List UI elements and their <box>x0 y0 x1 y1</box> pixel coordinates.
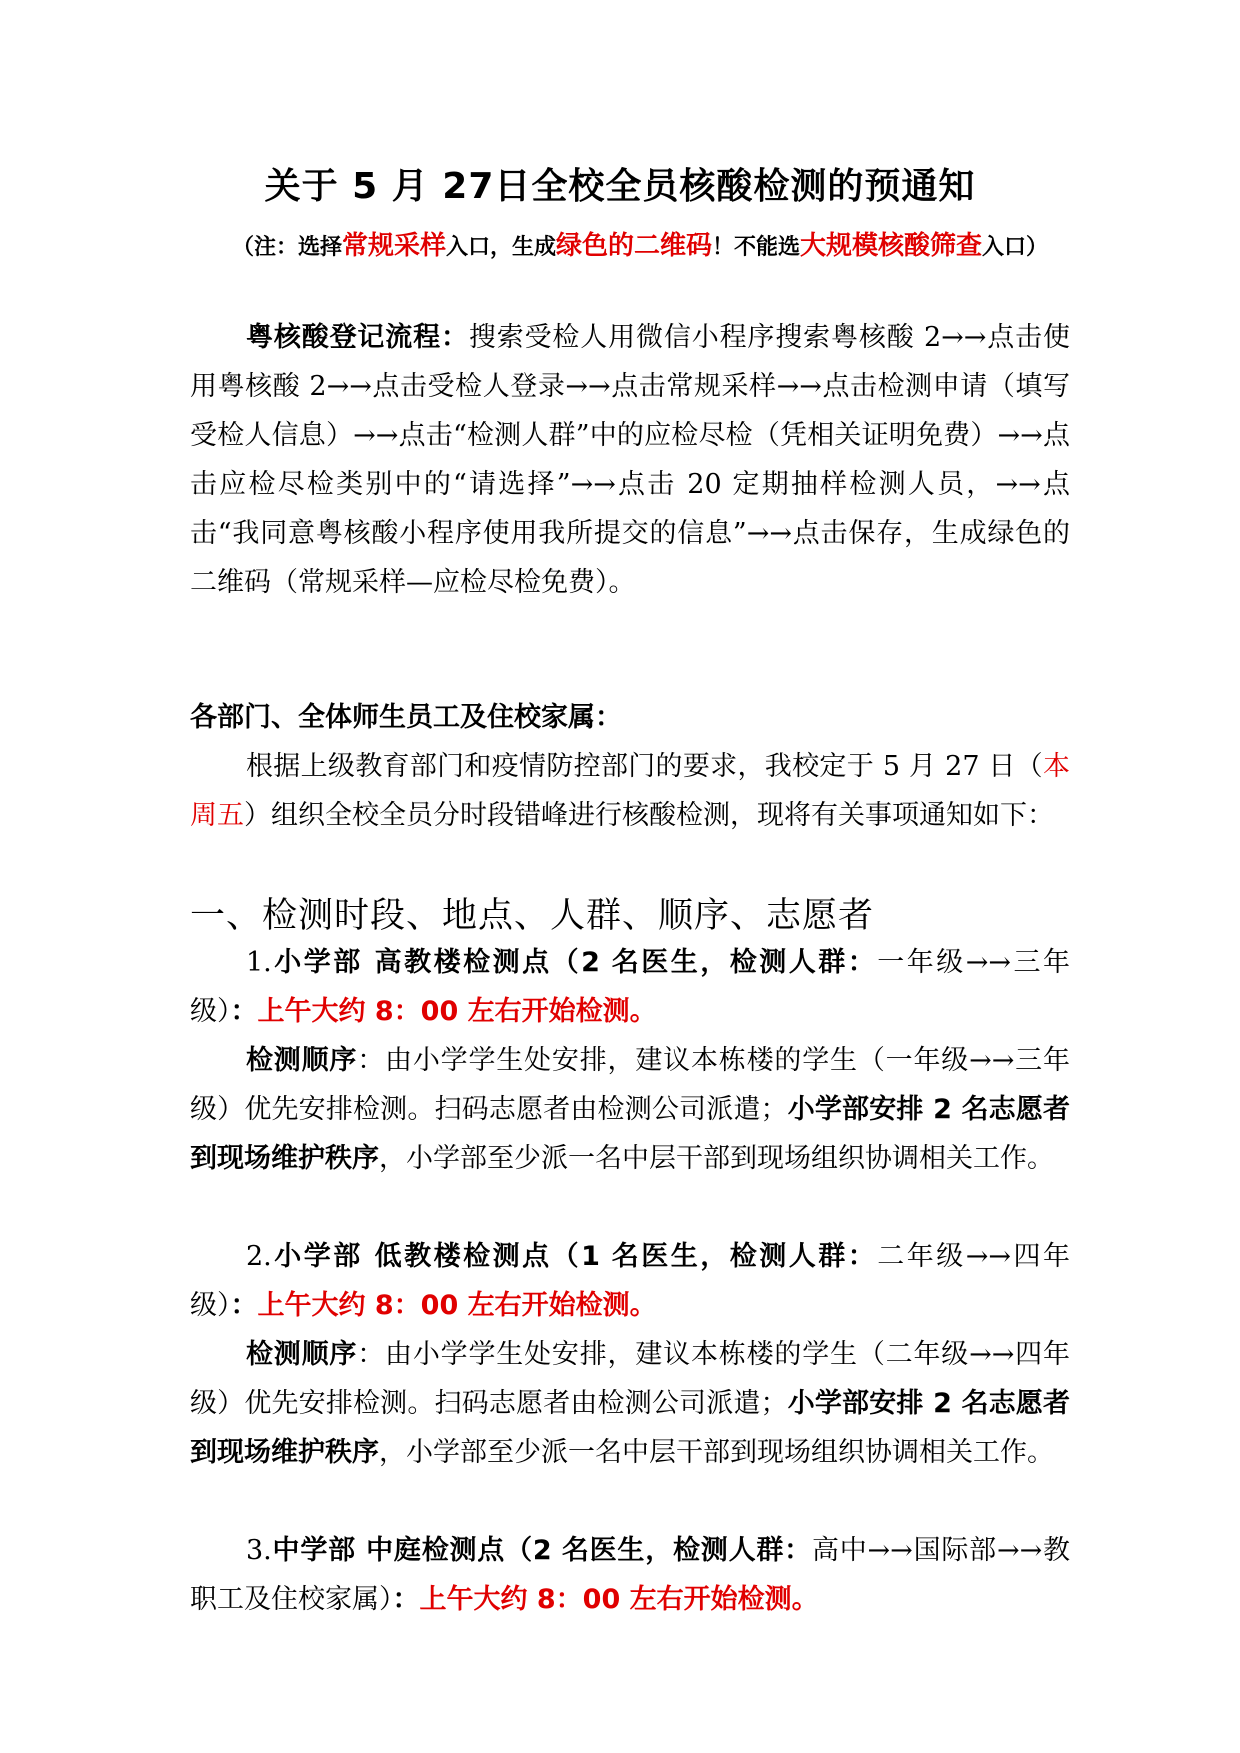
note-mid-1: 入口，生成 <box>445 235 556 260</box>
intro-highlight-friday: 本周五 <box>190 751 1070 831</box>
item-3-crowd: 高中→→国际部→→教职工及住校家属） <box>190 1535 1070 1615</box>
item-3-time: 上午大约 8：00 左右开始检测。 <box>419 1584 819 1615</box>
item-1-tail: ，小学部至少派一名中层干部到现场组织协调相关工作。 <box>379 1143 1054 1174</box>
note-mid-2: ！不能选 <box>712 235 801 260</box>
item-2-place: 小学部 低教楼检测点（1 名医生，检测人群： <box>271 1241 878 1272</box>
item-2-tail: ，小学部至少派一名中层干部到现场组织协调相关工作。 <box>379 1437 1054 1468</box>
registration-process <box>190 313 1070 607</box>
note-close: 入口） <box>982 235 1049 260</box>
note-highlight-green-qr: 绿色的二维码 <box>555 231 712 261</box>
item-3-location <box>190 1526 1070 1624</box>
item-2-order-text: ：由小学学生处安排，建议本栋楼的学生（二年级→→四年级）优先安排检测。扫码志愿者由检测公司派遣； <box>190 1339 1070 1419</box>
section-heading-1: 一、检测时段、地点、人群、顺序、志愿者 <box>190 896 875 936</box>
item-1-time: 上午大约 8：00 左右开始检测。 <box>257 996 657 1027</box>
item-1-order <box>190 1036 1070 1183</box>
item-2-volunteer: 小学部安排 2 名志愿者到现场维护秩序 <box>190 1388 1070 1468</box>
item-1-order-label: 检测顺序 <box>246 1045 358 1076</box>
intro-before: 根据上级教育部门和疫情防控部门的要求，我校定于 5 月 27 日（ <box>246 751 1043 782</box>
process-label: 粤核酸登记流程： <box>246 322 469 353</box>
note-highlight-mass-screening: 大规模核酸筛查 <box>800 231 983 261</box>
item-1-colon: ： <box>230 996 258 1027</box>
item-2-time: 上午大约 8：00 左右开始检测。 <box>257 1290 657 1321</box>
item-2-colon: ： <box>230 1290 258 1321</box>
salutation: 各部门、全体师生员工及住校家属： <box>190 702 622 733</box>
item-2-num: 2. <box>246 1241 272 1272</box>
item-1-crowd: 一年级→→三年级） <box>190 947 1070 1027</box>
note-open: （注：选择 <box>231 235 342 260</box>
note-highlight-routine-sampling: 常规采样 <box>341 231 446 261</box>
item-2-crowd: 二年级→→四年级） <box>190 1241 1070 1321</box>
item-1-location <box>190 938 1070 1036</box>
entry-note <box>190 225 1090 262</box>
process-text: 搜索受检人用微信小程序搜索粤核酸 2→→点击使用粤核酸 2→→点击受检人登录→→点击常规采样→→点击检测申请（填写受检人信息）→→点击“检测人群”中的应检尽检（凭相关证明免费）→→点击应检尽检类别中的“请选择”→→点击 20 定期抽样检测人员，→→点击“我同意粤核酸小程序使用我所提交的信息”→→点击保存，生成绿色的二维码（常规采样—应检尽检免费）。 <box>190 322 1070 598</box>
item-1-num: 1. <box>246 947 272 978</box>
item-3-place: 中学部 中庭检测点（2 名医生，检测人群： <box>271 1535 812 1566</box>
intro-after: ）组织全校全员分时段错峰进行核酸检测，现将有关事项通知如下： <box>244 800 1054 831</box>
item-2-order <box>190 1330 1070 1477</box>
item-1-order-text: ：由小学学生处安排，建议本栋楼的学生（一年级→→三年级）优先安排检测。扫码志愿者由检测公司派遣； <box>190 1045 1070 1125</box>
document-title: 关于 5 月 27日全校全员核酸检测的预通知 <box>264 166 976 207</box>
intro-paragraph <box>190 742 1070 840</box>
item-2-location <box>190 1232 1070 1330</box>
item-1-volunteer: 小学部安排 2 名志愿者到现场维护秩序 <box>190 1094 1070 1174</box>
item-3-num: 3. <box>246 1535 272 1566</box>
item-1-place: 小学部 高教楼检测点（2 名医生，检测人群： <box>271 947 878 978</box>
item-2-order-label: 检测顺序 <box>246 1339 358 1370</box>
item-3-colon: ： <box>392 1584 420 1615</box>
